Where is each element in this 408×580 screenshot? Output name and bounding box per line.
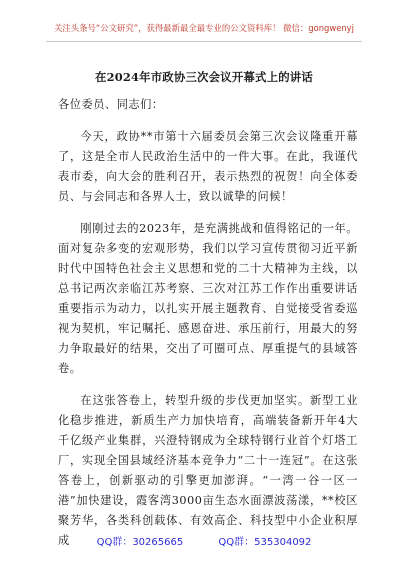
header-banner: 关注头条号“公文研究”，获得最新最全最专业的公文资料库！ 微信：gongwenyj [54,23,354,33]
qq-group-1: QQ群：30265665 [96,537,184,548]
qq-group-2: QQ群：535304092 [218,537,312,548]
document-title: 在2024年市政协三次会议开幕式上的讲话 [95,70,313,84]
paragraph-3: 在这张答卷上，转型升级的步伐更加坚实。新型工业化稳步推进，新质生产力加快培育，高端装备新开年4大千亿级产业集群，兴澄特钢成为全球特钢行业首个灯塔工厂，实现全国县域经济基本竞争力“二十一连冠”。在这张答卷上，创新驱动的引擎更加澎湃。“一湾一谷一区一港”加快建设，霞客湾3000亩生态水面漂波荡漾，**校区聚芳华，各类科创载体、有效高企、科技型中小企业积厚成 [58,394,358,547]
salutation: 各位委员、同志们： [58,98,164,111]
paragraph-2: 刚刚过去的2023年，是充满挑战和值得铭记的一年。面对复杂多变的宏观形势，我们以学习宣传贯彻习近平新时代中国特色社会主义思想和党的二十大精神为主线，以总书记两次亲临江苏考察、三次对江苏工作作出重要讲话重要指示为动力，以扎实开展主题教育、自觉接受省委巡视为契机，牢记嘱托、感恩奋进、承压前行，用最大的努力争取最好的结果，交出了可圈可点、厚重提气的县域答卷。 [58,222,358,375]
header-divider [46,41,362,42]
document-body [58,95,358,563]
paragraph-1: 今天，政协**市第十六届委员会第三次会议隆重开幕了，这是全市人民政治生活中的一件大事。在此，我谨代表市委，向大会的胜利召开，表示热烈的祝贺！向全体委员、与会同志和各界人士，致以诚挚的问候！ [58,130,358,203]
footer [0,537,408,549]
